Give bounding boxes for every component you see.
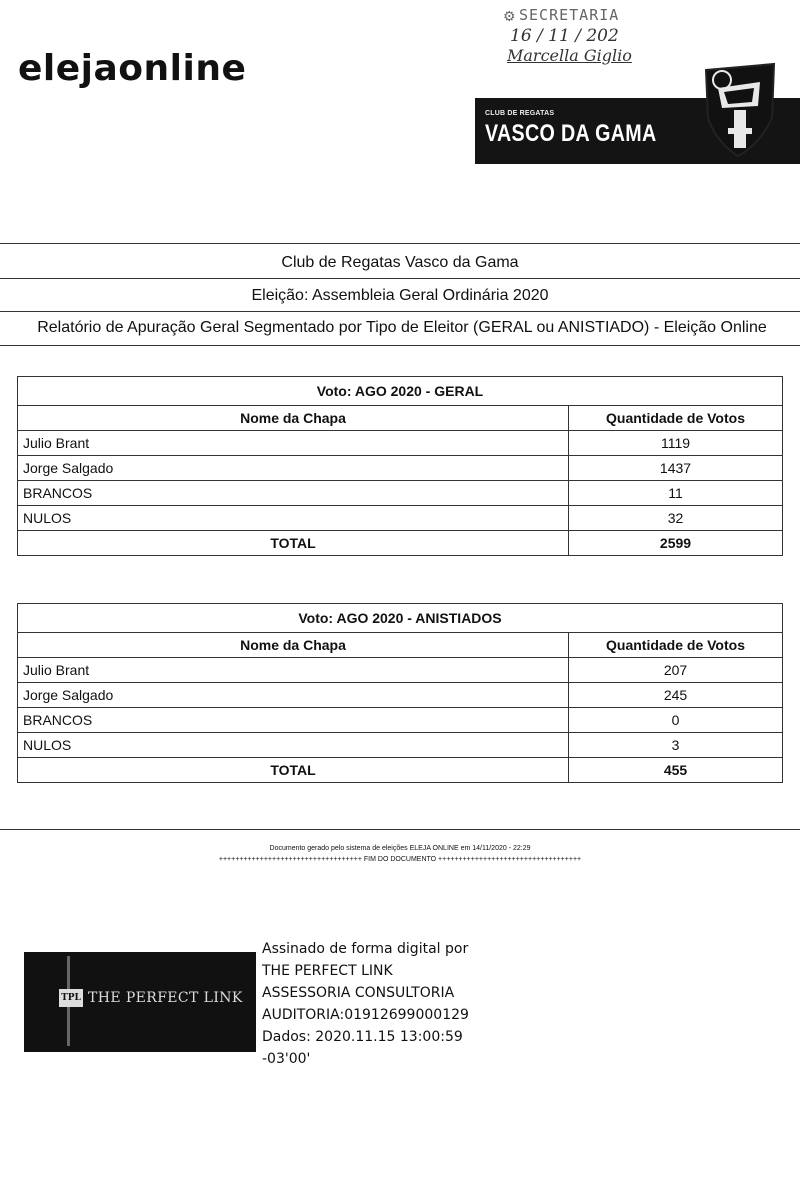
vasco-logo-title: VASCO DA GAMA — [485, 120, 657, 147]
row-name: NULOS — [18, 733, 569, 758]
stamp-title: SECRETARIA — [519, 6, 620, 24]
results-table-geral — [17, 376, 783, 556]
report-title: Relatório de Apuração Geral Segmentado por Tipo de Eleitor (GERAL ou ANISTIADO) - Eleição Online — [37, 319, 767, 336]
generated-note: Documento gerado pelo sistema de eleições ELEJA ONLINE em 14/11/2020 - 22:29 — [269, 845, 531, 852]
row-votes: 1119 — [569, 431, 783, 456]
signature-line: -03'00' — [262, 1051, 311, 1067]
secretaria-stamp — [505, 6, 675, 76]
row-votes: 1437 — [569, 456, 783, 481]
table-row — [18, 658, 783, 683]
row-name: Jorge Salgado — [18, 456, 569, 481]
total-label: TOTAL — [18, 531, 569, 556]
end-of-document: +++++++++++++++++++++++++++++++++++ FIM DO DOCUMENTO +++++++++++++++++++++++++++++++++++ — [218, 856, 582, 863]
col-header-votes: Quantidade de Votos — [569, 633, 783, 658]
rule-1 — [0, 278, 800, 279]
tpl-badge: TPL — [59, 989, 83, 1007]
signature-line: Dados: 2020.11.15 13:00:59 — [262, 1029, 463, 1045]
perfect-link-logo — [24, 952, 256, 1052]
vasco-crest-icon — [700, 58, 780, 158]
stamp-date: 16 / 11 / 202 — [510, 26, 619, 46]
table-caption: Voto: AGO 2020 - ANISTIADOS — [18, 604, 783, 633]
row-name: Julio Brant — [18, 431, 569, 456]
table-row — [18, 708, 783, 733]
signature-line: Assinado de forma digital por — [262, 941, 469, 957]
table-row — [18, 683, 783, 708]
table-row — [18, 431, 783, 456]
row-votes: 0 — [569, 708, 783, 733]
club-name: Club de Regatas Vasco da Gama — [281, 254, 519, 271]
results-table-anistiados — [17, 603, 783, 783]
signature-line: AUDITORIA:01912699000129 — [262, 1007, 469, 1023]
table-row — [18, 481, 783, 506]
table-row — [18, 506, 783, 531]
vasco-logo-small-text: CLUB DE REGATAS — [485, 110, 555, 117]
col-header-name: Nome da Chapa — [18, 406, 569, 431]
perfect-link-name: THE PERFECT LINK — [88, 990, 243, 1006]
total-label: TOTAL — [18, 758, 569, 783]
row-name: BRANCOS — [18, 708, 569, 733]
election-title: Eleição: Assembleia Geral Ordinária 2020 — [251, 287, 549, 304]
rule-top — [0, 243, 800, 244]
table-caption: Voto: AGO 2020 - GERAL — [18, 377, 783, 406]
signature-line: ASSESSORIA CONSULTORIA — [262, 985, 455, 1001]
row-votes: 32 — [569, 506, 783, 531]
row-votes: 207 — [569, 658, 783, 683]
row-name: BRANCOS — [18, 481, 569, 506]
row-votes: 245 — [569, 683, 783, 708]
stamp-signature: Marcella Giglio — [507, 46, 632, 65]
total-votes: 455 — [569, 758, 783, 783]
row-votes: 11 — [569, 481, 783, 506]
rule-footer — [0, 829, 800, 830]
rule-2 — [0, 311, 800, 312]
total-votes: 2599 — [569, 531, 783, 556]
elejaonline-logo: elejaonline — [18, 48, 247, 89]
signature-line: THE PERFECT LINK — [262, 963, 393, 979]
row-name: Julio Brant — [18, 658, 569, 683]
digital-signature — [262, 938, 469, 1070]
col-header-votes: Quantidade de Votos — [569, 406, 783, 431]
rule-3 — [0, 345, 800, 346]
col-header-name: Nome da Chapa — [18, 633, 569, 658]
row-votes: 3 — [569, 733, 783, 758]
stamp-icon: ⚙ — [503, 8, 516, 24]
table-row — [18, 733, 783, 758]
row-name: NULOS — [18, 506, 569, 531]
table-row — [18, 456, 783, 481]
row-name: Jorge Salgado — [18, 683, 569, 708]
